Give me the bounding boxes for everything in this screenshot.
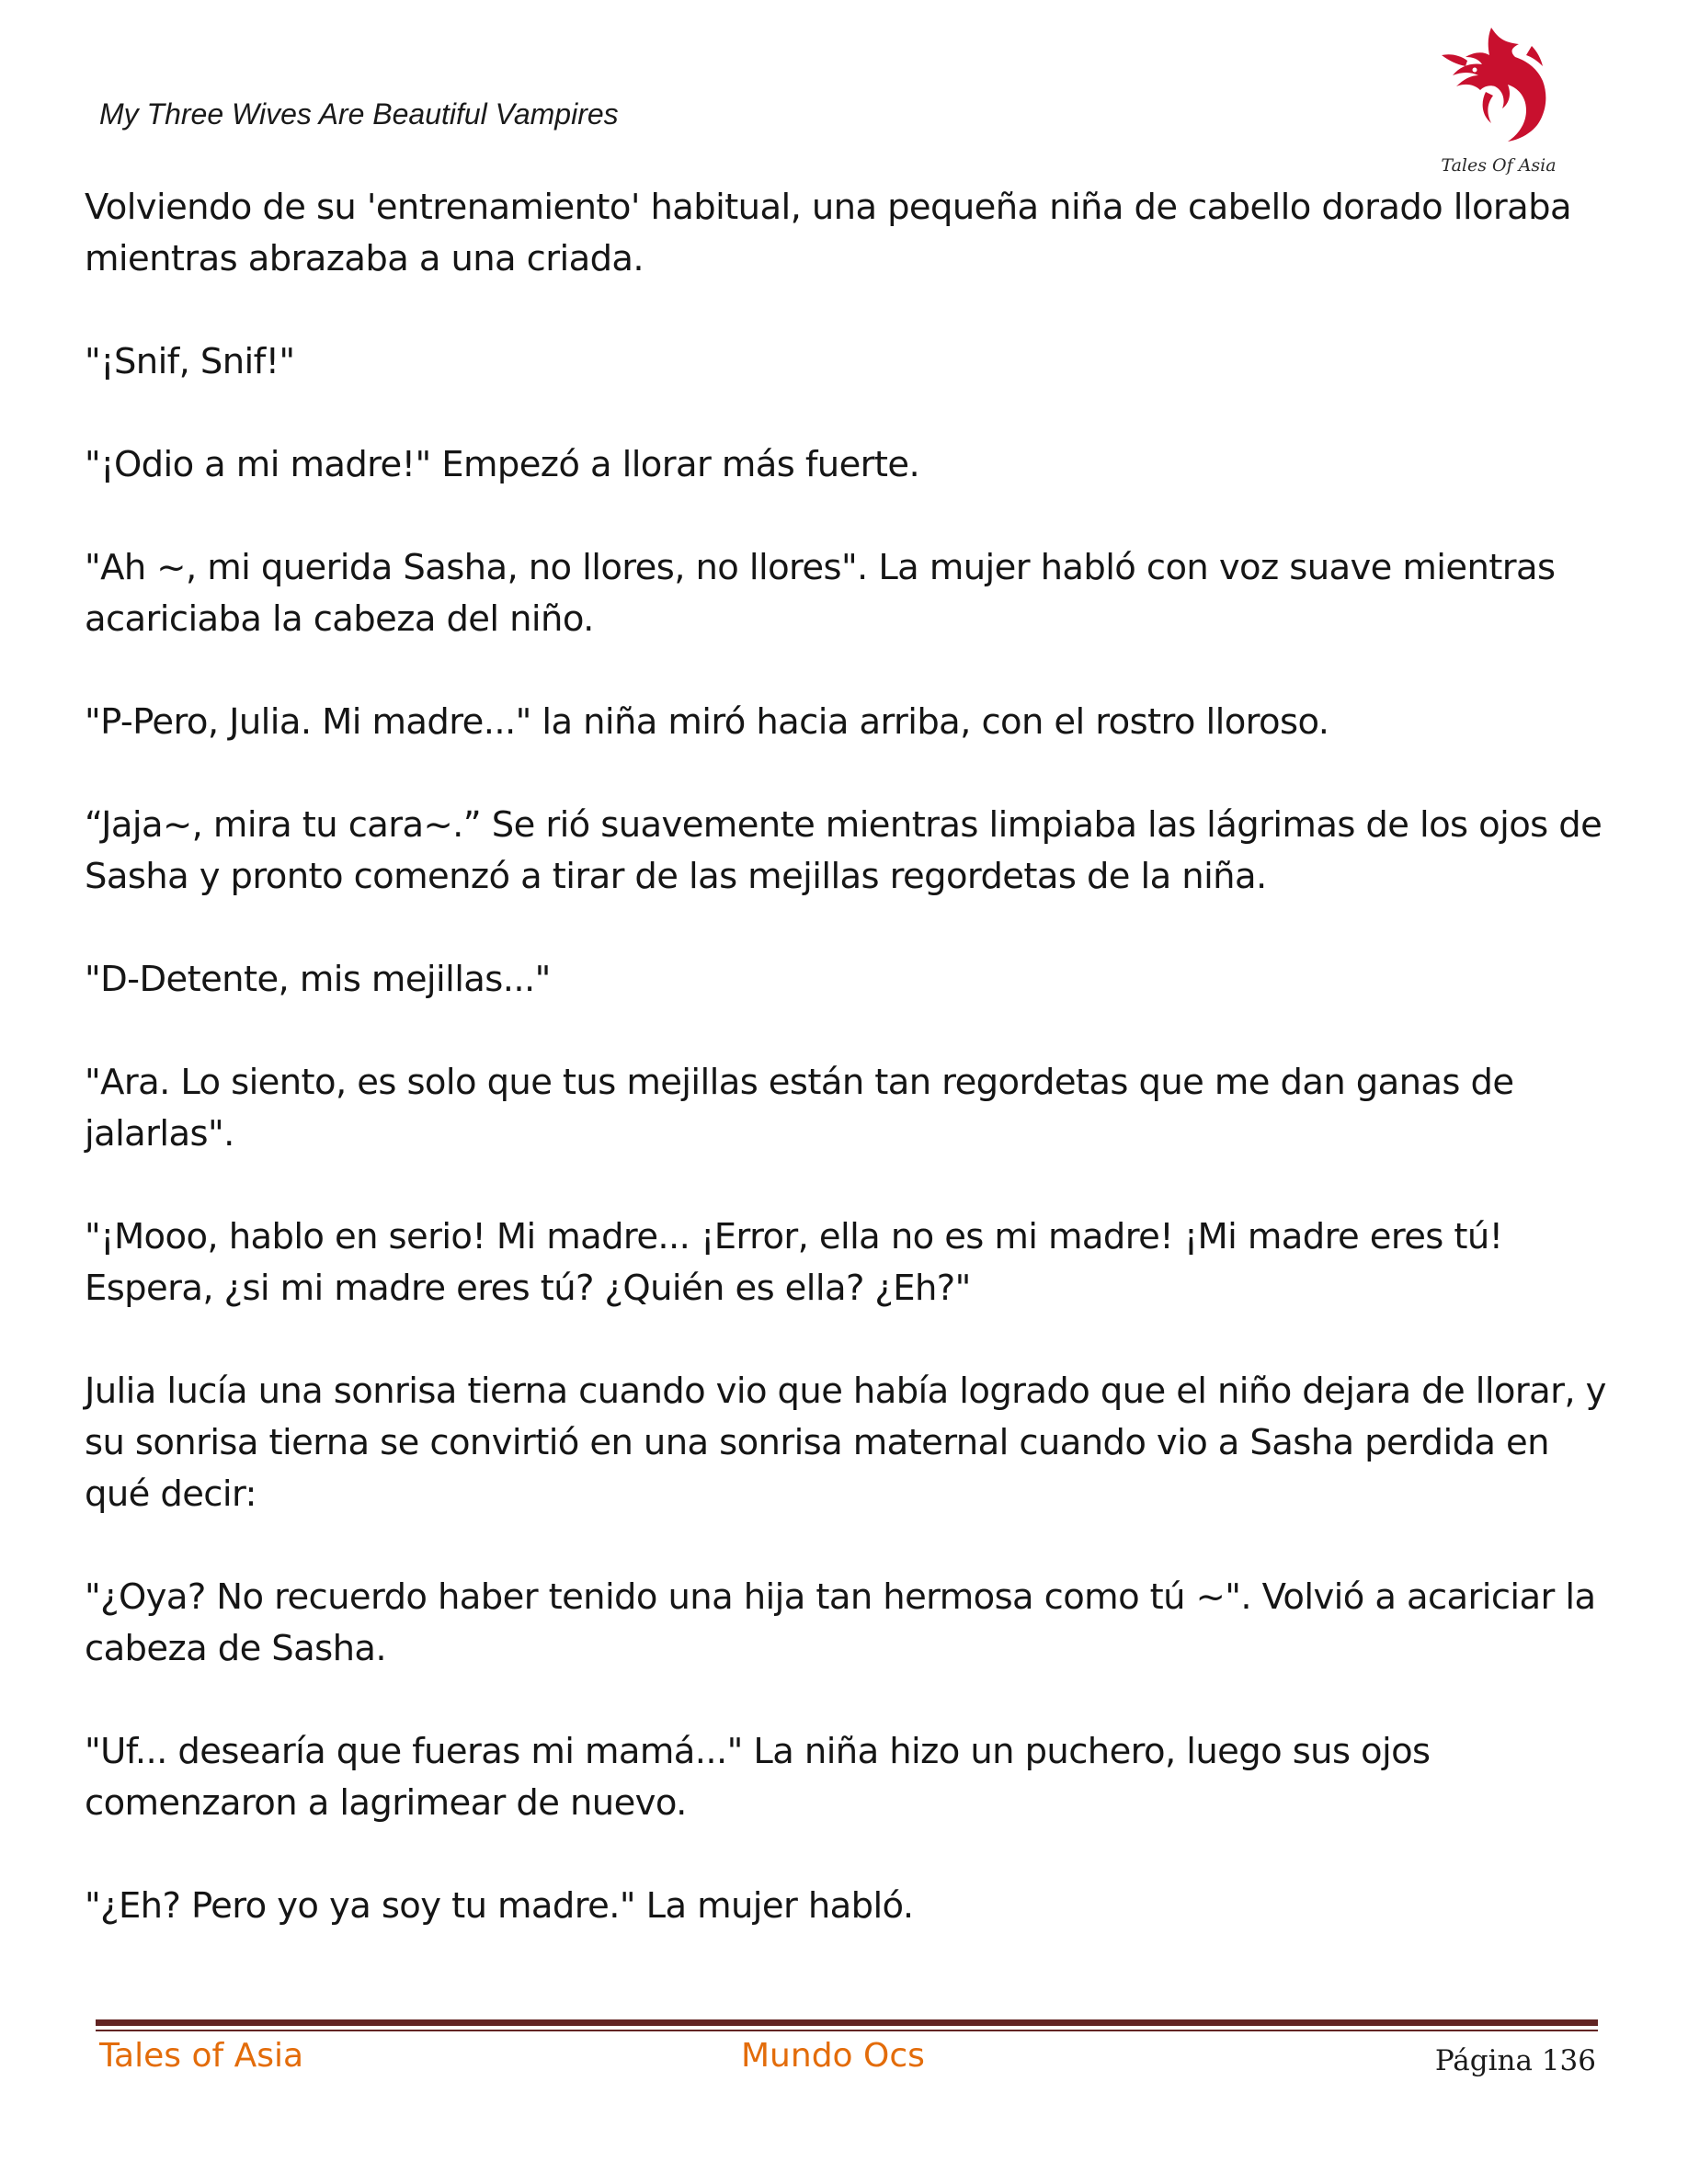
paragraph: "Ara. Lo siento, es solo que tus mejillas están tan regordetas que me dan ganas de jalarlas". bbox=[85, 1062, 1514, 1155]
logo-wordmark: Tales Of Asia bbox=[1441, 155, 1557, 176]
footer-section-name: Mundo Ocs bbox=[741, 2037, 925, 2075]
footer-divider bbox=[96, 2019, 1598, 2026]
paragraph: "Uf... desearía que fueras mi mamá..." La niña hizo un puchero, luego sus ojos comenzaron a lagrimear de nuevo. bbox=[85, 1731, 1431, 1824]
paragraph: "¡Odio a mi madre!" Empezó a llorar más fuerte. bbox=[85, 444, 920, 485]
dragon-logo-icon bbox=[1434, 20, 1563, 178]
paragraph: "¿Oya? No recuerdo haber tenido una hija tan hermosa como tú ~". Volvió a acariciar la cabeza de Sasha. bbox=[85, 1576, 1596, 1669]
paragraph: "¡Snif, Snif!" bbox=[85, 341, 295, 382]
paragraph: Julia lucía una sonrisa tierna cuando vio que había logrado que el niño dejara de llorar, y su sonrisa tierna se convirtió en una sonrisa maternal cuando vio a Sasha perdida en qué decir: bbox=[85, 1371, 1606, 1515]
paragraph: "D-Detente, mis mejillas..." bbox=[85, 959, 551, 1000]
footer-site-name: Tales of Asia bbox=[99, 2037, 304, 2075]
page-number: Página 136 bbox=[1434, 2044, 1596, 2077]
paragraph: "¿Eh? Pero yo ya soy tu madre." La mujer habló. bbox=[85, 1885, 914, 1927]
footer-divider-thin bbox=[96, 2030, 1598, 2031]
paragraph: "P-Pero, Julia. Mi madre..." la niña miró hacia arriba, con el rostro lloroso. bbox=[85, 701, 1329, 743]
document-header-title: My Three Wives Are Beautiful Vampires bbox=[99, 97, 619, 131]
paragraph: "Ah ~, mi querida Sasha, no llores, no llores". La mujer habló con voz suave mientras acariciaba la cabeza del niño. bbox=[85, 547, 1556, 640]
paragraph: "¡Mooo, hablo en serio! Mi madre... ¡Error, ella no es mi madre! ¡Mi madre eres tú! Espera, ¿si mi madre eres tú? ¿Quién es ella? ¿Eh?" bbox=[85, 1216, 1503, 1309]
chapter-body bbox=[85, 182, 1611, 1984]
paragraph: “Jaja~, mira tu cara~.” Se rió suavemente mientras limpiaba las lágrimas de los ojos de Sasha y pronto comenzó a tirar de las mejillas regordetas de la niña. bbox=[85, 804, 1602, 897]
paragraph: Volviendo de su 'entrenamiento' habitual, una pequeña niña de cabello dorado lloraba mientras abrazaba a una criada. bbox=[85, 187, 1571, 279]
